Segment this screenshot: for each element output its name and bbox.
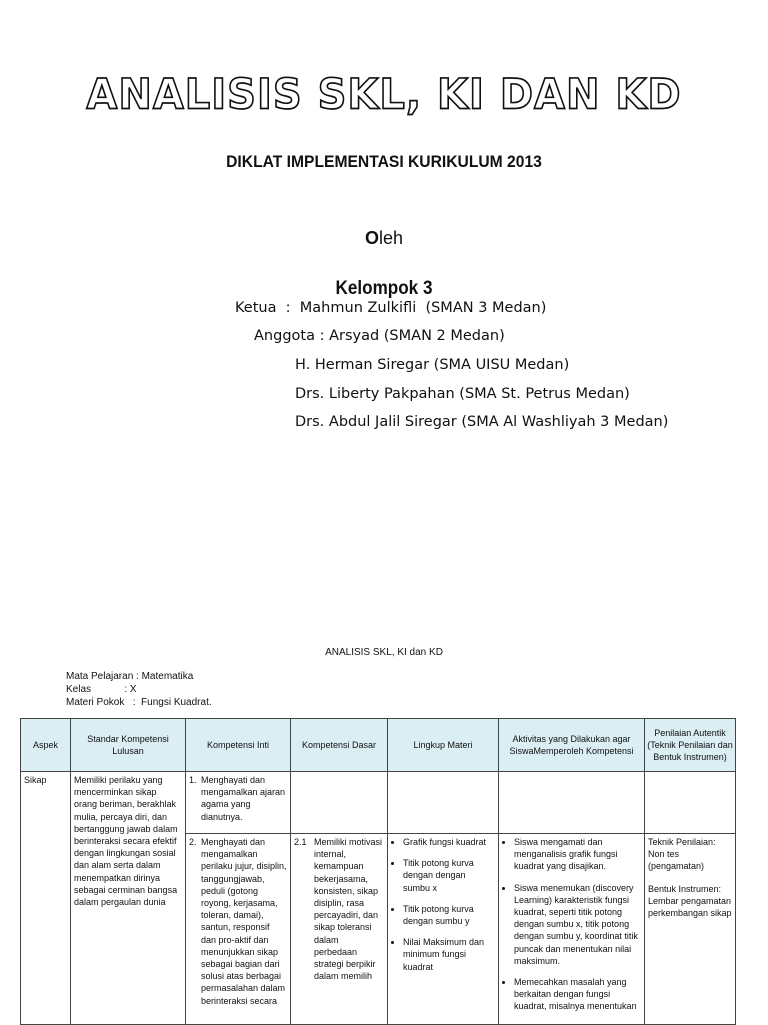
list-item: • Siswa mengamati dan menganalisis grafik fungsi kuadrat yang disajikan. <box>514 836 641 873</box>
list-item: • Grafik fungsi kuadrat <box>403 836 495 848</box>
header-materi: Lingkup Materi <box>388 719 499 772</box>
table-header-row <box>21 719 736 772</box>
header-aspek: Aspek <box>21 719 71 772</box>
member-abdul: Drs. Abdul Jalil Siregar (SMA Al Washliyah 3 Medan) <box>295 414 669 430</box>
header-penilaian: Penilaian Autentik (Teknik Penilaian dan Bentuk Instrumen) <box>645 719 736 772</box>
teknik-value: Non tes (pengamatan) <box>648 849 705 872</box>
list-item: • Titik potong kurva dengan dengan sumbu x <box>403 857 495 894</box>
member-ketua: Ketua : Mahmun Zulkifli (SMAN 3 Medan) <box>235 300 547 316</box>
materi-list <box>391 836 495 973</box>
header-kd: Kompetensi Dasar <box>291 719 388 772</box>
table-section-title: ANALISIS SKL, KI dan KD <box>325 647 443 658</box>
bentuk-value: Lembar pengamatan perkembangan sikap <box>648 895 732 919</box>
cell-ki-2 <box>186 834 291 1025</box>
list-item: • Titik potong kurva dengan sumbu y <box>403 903 495 927</box>
cell-materi-empty <box>388 772 499 834</box>
list-item: • Nilai Maksimum dan minimum fungsi kuadrat <box>403 936 495 973</box>
list-item: • Memecahkan masalah yang berkaitan dengan fungsi kuadrat, misalnya menentukan <box>514 976 641 1013</box>
bentuk-label: Bentuk Instrumen: <box>648 883 722 894</box>
meta-kelas: Kelas : X <box>66 684 137 695</box>
group-name: Kelompok 3 <box>335 278 433 299</box>
cell-materi <box>388 834 499 1025</box>
member-anggota: Anggota : Arsyad (SMAN 2 Medan) <box>254 328 505 344</box>
oleh-first-letter: O <box>364 228 379 248</box>
cell-aspek: Sikap <box>21 772 71 1025</box>
cell-penilaian-empty <box>645 772 736 834</box>
ki-1-text: Menghayati dan mengamalkan ajaran agama yang dianutnya. <box>201 775 286 822</box>
cell-aktivitas-empty <box>499 772 645 834</box>
document-title: ANALISIS SKL, KI DAN KD <box>86 70 682 120</box>
cell-ki-1 <box>186 772 291 834</box>
kd-text: Memiliki motivasi internal, kemampuan bekerjasama, konsisten, sikap disiplin, rasa percayadiri, dan sikap toleransi dalam perbedaan strategi berpikir dalam memilih <box>314 837 383 982</box>
document-subtitle: DIKLAT IMPLEMENTASI KURIKULUM 2013 <box>226 152 542 171</box>
cell-penilaian <box>645 834 736 1025</box>
ki-2-text: Menghayati dan mengamalkan perilaku jujur, disiplin, tanggungjawab, peduli (gotong royong, kerjasama, toleran, damai), santun, responsif dan pro-aktif dan menunjukkan sikap sebagai bagian dari solusi atas berbagai permasalahan dalam berinteraksi secara <box>201 837 287 1006</box>
cell-aktivitas <box>499 834 645 1025</box>
oleh-label <box>0 228 768 249</box>
meta-mata-pelajaran: Mata Pelajaran : Matematika <box>66 671 194 682</box>
cell-skl: Memiliki perilaku yang mencerminkan sikap orang beriman, berakhlak mulia, percaya diri, dan bertanggung jawab dalam berinteraksi secara efektif dengan lingkungan sosial dan alam serta dalam menempatkan dirinya sebagai cerminan bangsa dalam pergaulan dunia <box>71 772 186 1025</box>
ki-1-number: 1. <box>189 775 197 785</box>
cell-kd-empty <box>291 772 388 834</box>
member-liberty: Drs. Liberty Pakpahan (SMA St. Petrus Medan) <box>295 386 630 402</box>
list-item: • Siswa menemukan (discovery Learning) karakteristik fungsi kuadrat, seperti titik potong dengan sumbu x, titik potong dengan sumbu y, koordinat titik puncak dan menentukan nilai maksimum. <box>514 882 641 967</box>
meta-materi-pokok: Materi Pokok : Fungsi Kuadrat. <box>66 697 212 708</box>
header-skl: Standar Kompetensi Lulusan <box>71 719 186 772</box>
teknik-label: Teknik Penilaian: <box>648 837 716 847</box>
cell-kd <box>291 834 388 1025</box>
table-row <box>21 772 736 834</box>
header-ki: Kompetensi Inti <box>186 719 291 772</box>
analysis-table <box>20 718 736 1025</box>
member-herman: H. Herman Siregar (SMA UISU Medan) <box>295 357 570 373</box>
aktivitas-list <box>502 836 641 1013</box>
ki-2-number: 2. <box>189 837 197 847</box>
header-aktivitas: Aktivitas yang Dilakukan agar SiswaMemperoleh Kompetensi <box>499 719 645 772</box>
kd-number: 2.1 <box>294 837 307 847</box>
oleh-rest: leh <box>378 228 404 248</box>
